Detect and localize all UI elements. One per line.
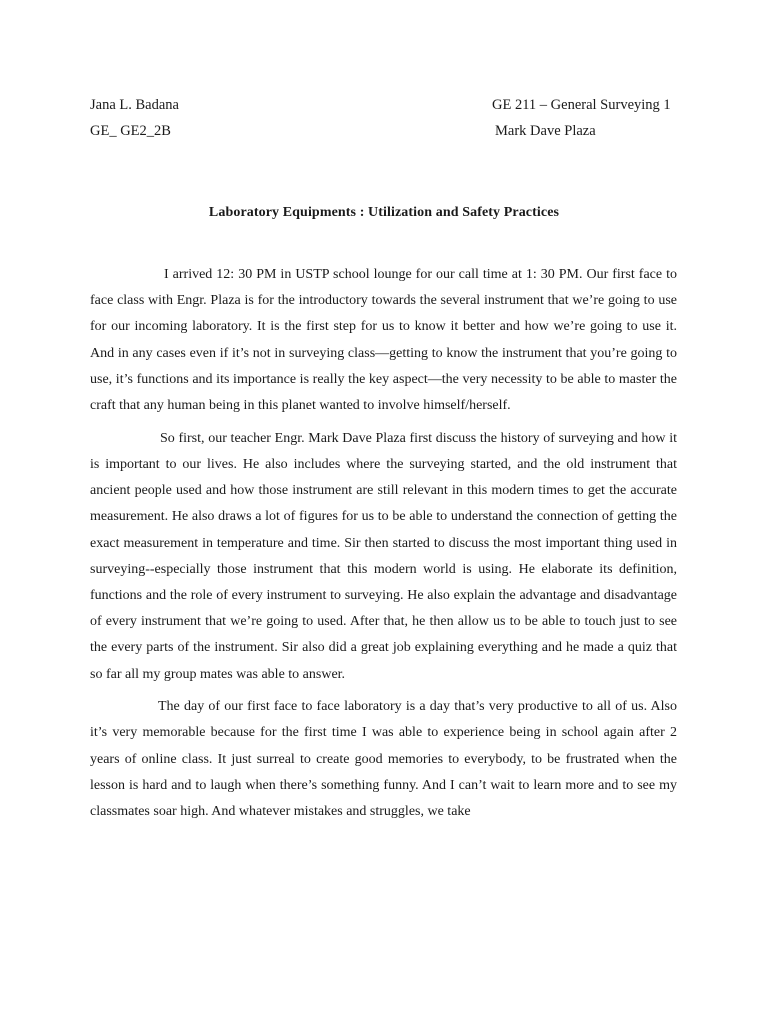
document-title: Laboratory Equipments : Utilization and Safety Practices [208,205,560,220]
paragraph: So first, our teacher Engr. Mark Dave Plaza first discuss the history of surveying and how it is important to our lives. He also includes where the surveying started, and the old instrument that ancient people used and how those instrument are still relevant in this modern times to get the accurate measurement. He also draws a lot of figures for us to be able to understand the connection of getting the exact measurement in temperature and time. Sir then started to discuss the most important thing used in surveying--especially those instrument that this modern world is using. He elaborate its definition, functions and the role of every instrument to surveying. He also explain the advantage and disadvantage of every instrument that we’re going to used. After that, he then allow us to be able to touch just to see the every parts of the instrument. Sir also did a great job explaining everything and he made a quiz that so far all my group mates was able to answer. [90,430,677,682]
paragraph: I arrived 12: 30 PM in USTP school lounge for our call time at 1: 30 PM. Our first face to face class with Engr. Plaza is for the introductory towards the several instrument that we’re going to use for our incoming laboratory. It is the first step for us to know it better and how we’re going to use it. And in any cases even if it’s not in surveying class—getting to know the instrument that you’re going to use, it’s functions and its importance is really the key aspect—the very necessity to be able to master the craft that any human being in this planet wanted to involve himself/herself. [90,267,677,414]
paragraph: The day of our first face to face laboratory is a day that’s very productive to all of us. Also it’s very memorable because for the first time I was able to experience being in school again after 2 years of online class. It just surreal to create good memories to everybody, to be frustrated when the lesson is hard and to laugh when there’s something funny. And I can’t wait to learn more and to see my classmates soar high. And whatever mistakes and struggles, we take [90,699,677,820]
student-name: Jana L. Badana [90,97,179,113]
header-right-block [492,92,671,144]
instructor-name: Mark Dave Plaza [495,123,596,139]
section-code: GE_ GE2_2B [90,123,171,139]
document-body [90,262,677,832]
course-name: GE 211 – General Surveying 1 [492,97,671,113]
header-left-block [90,92,179,144]
